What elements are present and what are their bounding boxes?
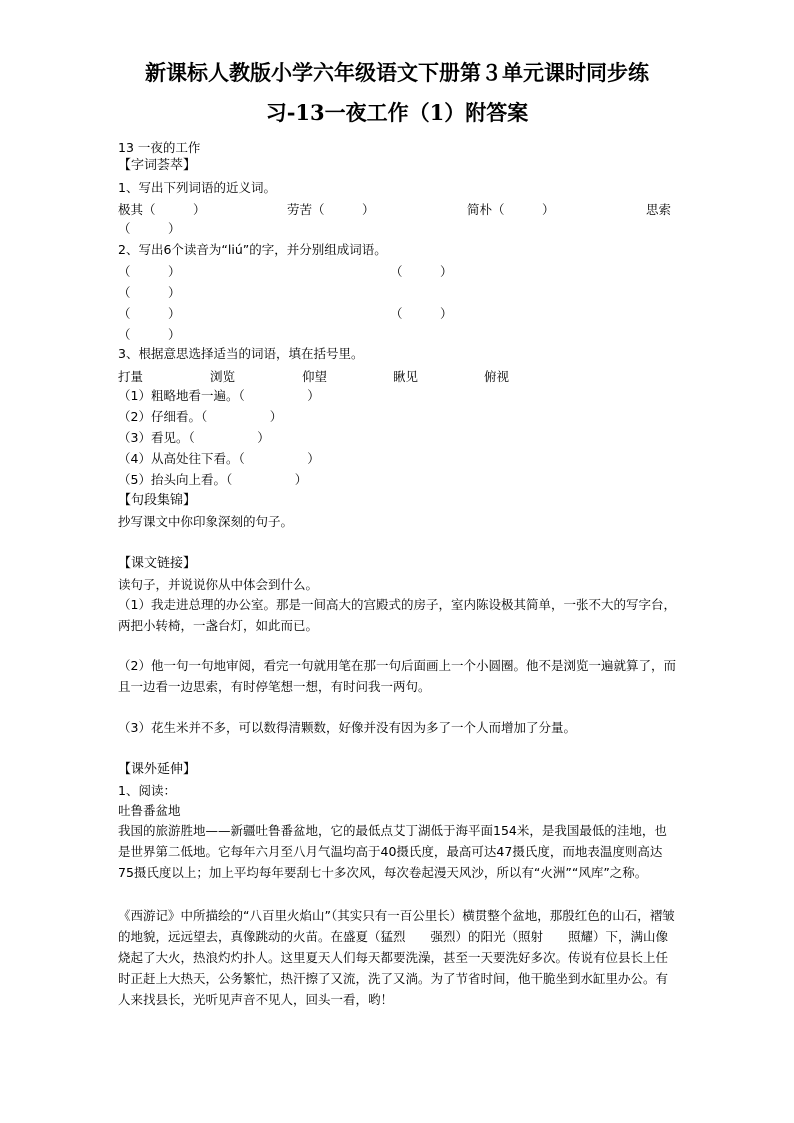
q2-blank-left-3: （ ） (118, 306, 181, 321)
q3-item-4: （4）从高处往下看。（ ） (118, 451, 320, 466)
q3-prompt: 3、根据意思选择适当的词语，填在括号里。 (118, 346, 364, 361)
reading-paragraph-3: （3）花生米并不多，可以数得清颗数，好像并没有因为多了一个人而增加了分量。 (118, 720, 576, 735)
q2-prompt: 2、写出6个读音为“liú”的字，并分别组成词语。 (118, 242, 387, 257)
q2-blank-left-1: （ ） (118, 264, 181, 279)
article-paragraph-1: 我国的旅游胜地——新疆吐鲁番盆地，它的最低点艾丁湖低于海平面154米，是我国最低的洼地，也是世界第二低地。它每年六月至八月气温均高于40摄氏度，最高可达47摄氏度，而地表温度则高达75摄氏度以上；加上平均每年要刮七十多次风，每次卷起漫天风沙，所以有“火洲”“风库”之称。 (118, 823, 667, 880)
section-extension-heading: 【课外延伸】 (118, 762, 197, 777)
reading-paragraph-1: （1）我走进总理的办公室。那是一间高大的宫殿式的房子，室内陈设极其简单，一张不大的写字台，两把小转椅，一盏台灯，如此而已。 (118, 597, 676, 633)
sentence-task: 抄写课文中你印象深刻的句子。 (118, 514, 294, 529)
q2-blank-right-1: （ ） (390, 264, 453, 279)
section-words-heading: 【字词荟萃】 (118, 158, 197, 173)
q1-item-4-blank: （ ） (118, 221, 181, 236)
q3-word-1: 打量 (118, 369, 144, 384)
q1-item-3: 简朴（ ） (467, 202, 555, 217)
q3-item-1: （1）粗略地看一遍。（ ） (118, 388, 320, 403)
section-sentences-heading: 【句段集锦】 (118, 493, 197, 508)
q2-blank-left-2: （ ） (118, 285, 181, 300)
q2-blank-right-2: （ ） (390, 306, 453, 321)
q3-word-4: 瞅见 (393, 369, 419, 384)
document-title-line-1: 新课标人教版小学六年级语文下册第３单元课时同步练 (145, 60, 649, 85)
lesson-heading: 13 一夜的工作 (118, 140, 201, 155)
q1-item-4: 思索 (646, 202, 672, 217)
q1-prompt: 1、写出下列词语的近义词。 (118, 180, 276, 195)
reading-paragraph-2: （2）他一句一句地审阅，看完一句就用笔在那一句后面画上一个小圆圈。他不是浏览一遍就算了，而且一边看一边思索，有时停笔想一想，有时问我一两句。 (118, 658, 676, 694)
q3-word-2: 浏览 (210, 369, 236, 384)
section-links-heading: 【课文链接】 (118, 556, 197, 571)
reading-prompt: 读句子，并说说你从中体会到什么。 (118, 577, 319, 592)
q2-blank-left-4: （ ） (118, 327, 181, 342)
q1-item-2: 劳苦（ ） (287, 202, 375, 217)
q1-item-1: 极其（ ） (118, 202, 206, 217)
article-paragraph-2: 《西游记》中所描绘的“八百里火焰山”（其实只有一百公里长）横贯整个盆地，那殷红色的山石，褶皱的地貌，远远望去，真像跳动的火苗。在盛夏（猛烈 强烈）的阳光（照射 照耀）下，满山像烧起了大火，热浪灼灼扑人。这里夏天人们每天都要洗澡，甚至一天要洗好多次。传说有位县长上任时正赶上大热天，公务繁忙，热汗擦了又流，洗了又淌。为了节省时间，他干脆坐到水缸里办公。有人来找县长，光听见声音不见人，回头一看，哟！ (118, 908, 675, 1007)
q3-item-2: （2）仔细看。（ ） (118, 409, 283, 424)
q3-word-3: 仰望 (302, 369, 328, 384)
q3-item-3: （3）看见。（ ） (118, 430, 270, 445)
document-title-line-2: 习-13一夜工作（1）附答案 (265, 100, 529, 125)
article-title: 吐鲁番盆地 (118, 803, 181, 818)
extension-prompt: 1、阅读： (118, 783, 176, 798)
q3-word-5: 俯视 (484, 369, 510, 384)
q3-item-5: （5）抬头向上看。（ ） (118, 472, 308, 487)
